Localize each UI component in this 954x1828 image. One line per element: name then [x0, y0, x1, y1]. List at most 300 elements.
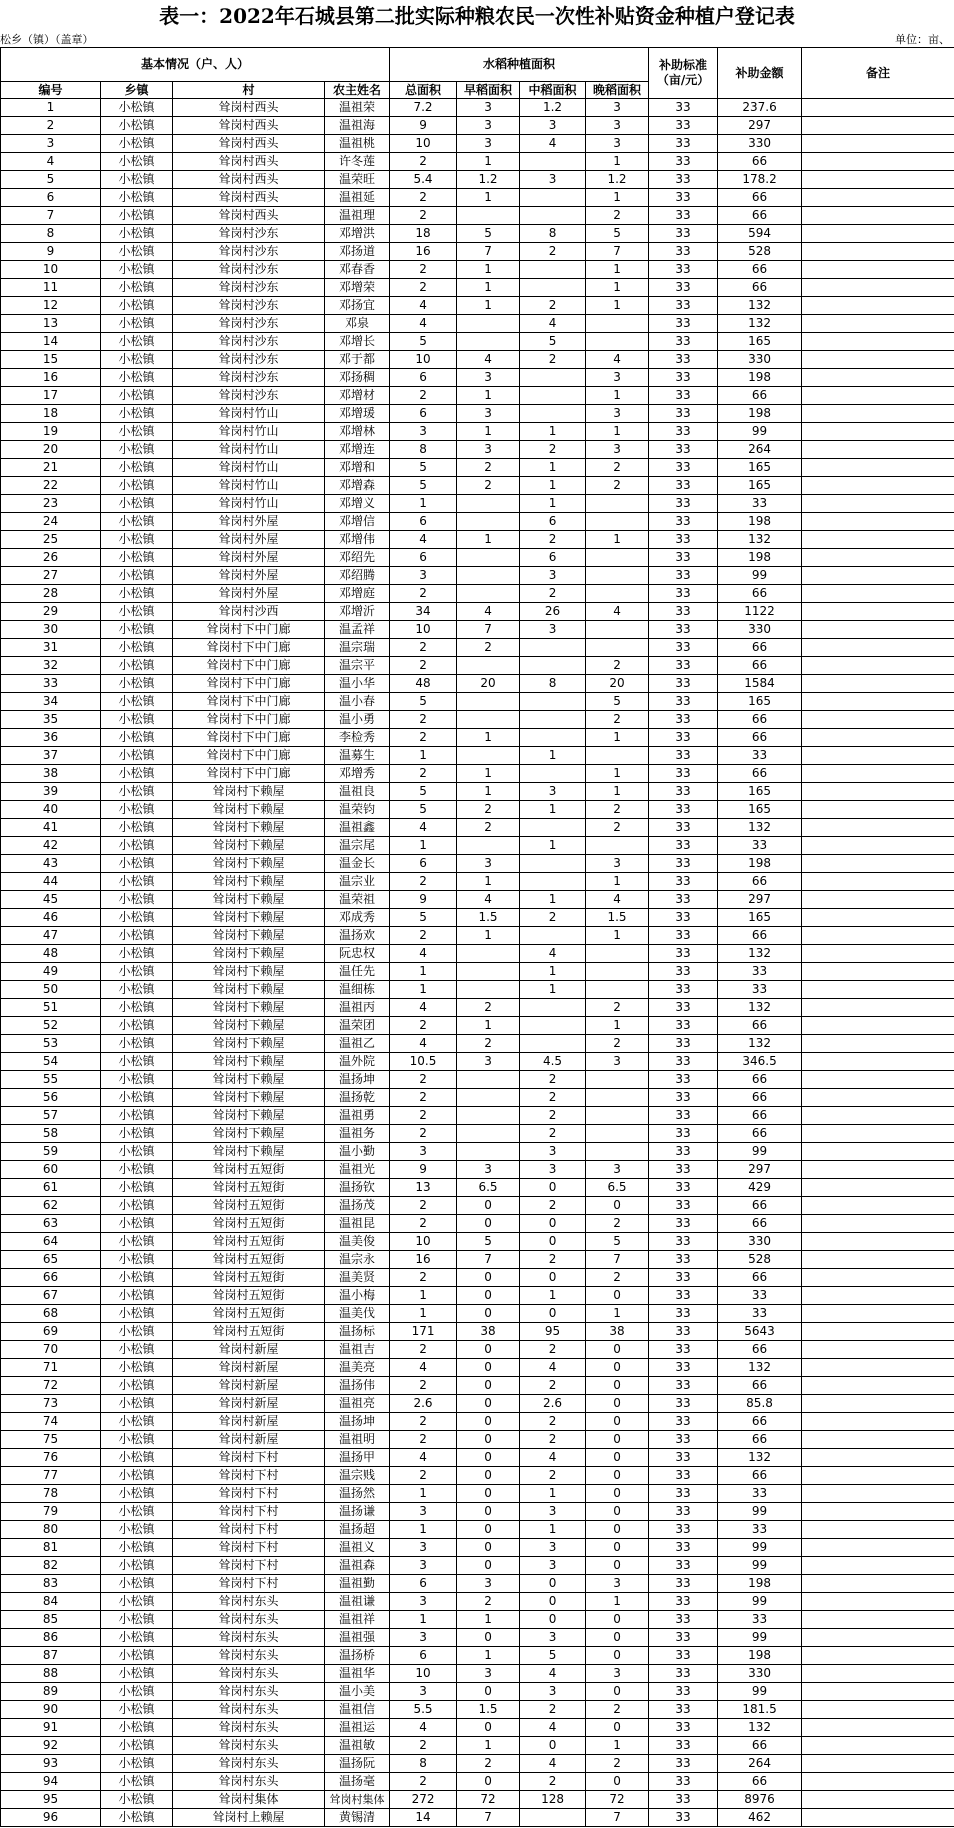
cell-number: 44 [1, 873, 101, 891]
cell-village: 耸岗村五短街 [173, 1287, 325, 1305]
cell-village: 耸岗村五短街 [173, 1233, 325, 1251]
cell-farmer: 温祖华 [325, 1665, 390, 1683]
cell-mid-rice [520, 927, 586, 945]
cell-remarks [802, 1089, 954, 1107]
cell-subsidy-standard: 33 [649, 1737, 718, 1755]
cell-town: 小松镇 [101, 783, 173, 801]
cell-remarks [802, 1557, 954, 1575]
cell-village: 耸岗村五短街 [173, 1323, 325, 1341]
cell-remarks [802, 1719, 954, 1737]
cell-early-rice: 3 [457, 99, 520, 117]
cell-town: 小松镇 [101, 1773, 173, 1791]
cell-town: 小松镇 [101, 531, 173, 549]
cell-late-rice: 3 [586, 1161, 649, 1179]
cell-subsidy-standard: 33 [649, 891, 718, 909]
cell-mid-rice [520, 711, 586, 729]
cell-town: 小松镇 [101, 459, 173, 477]
cell-late-rice: 72 [586, 1791, 649, 1809]
cell-village: 耸岗村下赖屋 [173, 819, 325, 837]
cell-subsidy-amount: 66 [718, 927, 802, 945]
cell-subsidy-amount: 66 [718, 585, 802, 603]
cell-village: 耸岗村沙东 [173, 261, 325, 279]
cell-subsidy-amount: 33 [718, 495, 802, 513]
cell-subsidy-standard: 33 [649, 747, 718, 765]
cell-early-rice [457, 1089, 520, 1107]
table-row [1, 693, 954, 711]
cell-number: 30 [1, 621, 101, 639]
cell-early-rice [457, 207, 520, 225]
cell-farmer: 温祖务 [325, 1125, 390, 1143]
cell-farmer: 温祖谦 [325, 1593, 390, 1611]
cell-late-rice [586, 1143, 649, 1161]
cell-subsidy-standard: 33 [649, 549, 718, 567]
cell-remarks [802, 1269, 954, 1287]
cell-town: 小松镇 [101, 1539, 173, 1557]
cell-town: 小松镇 [101, 549, 173, 567]
cell-farmer: 温祖义 [325, 1539, 390, 1557]
cell-early-rice: 0 [457, 1485, 520, 1503]
cell-remarks [802, 1413, 954, 1431]
cell-total-area: 16 [390, 1251, 457, 1269]
cell-subsidy-amount: 99 [718, 1593, 802, 1611]
cell-subsidy-standard: 33 [649, 1215, 718, 1233]
cell-mid-rice: 2 [520, 1125, 586, 1143]
cell-early-rice [457, 513, 520, 531]
cell-village: 耸岗村下赖屋 [173, 1125, 325, 1143]
cell-subsidy-amount: 528 [718, 1251, 802, 1269]
cell-mid-rice [520, 999, 586, 1017]
cell-subsidy-amount: 264 [718, 441, 802, 459]
cell-late-rice: 0 [586, 1413, 649, 1431]
table-row [1, 891, 954, 909]
cell-early-rice: 6.5 [457, 1179, 520, 1197]
cell-town: 小松镇 [101, 1089, 173, 1107]
cell-mid-rice: 3 [520, 1539, 586, 1557]
cell-town: 小松镇 [101, 1647, 173, 1665]
cell-remarks [802, 945, 954, 963]
cell-subsidy-standard: 33 [649, 423, 718, 441]
cell-late-rice [586, 837, 649, 855]
cell-farmer: 温祖桃 [325, 135, 390, 153]
cell-subsidy-standard: 33 [649, 1395, 718, 1413]
cell-town: 小松镇 [101, 693, 173, 711]
cell-late-rice: 1 [586, 189, 649, 207]
cell-remarks [802, 1143, 954, 1161]
cell-remarks [802, 711, 954, 729]
cell-mid-rice [520, 387, 586, 405]
cell-subsidy-standard: 33 [649, 1017, 718, 1035]
cell-village: 耸岗村西头 [173, 117, 325, 135]
cell-town: 小松镇 [101, 1791, 173, 1809]
cell-late-rice [586, 315, 649, 333]
cell-farmer: 温祖丙 [325, 999, 390, 1017]
cell-village: 耸岗村下村 [173, 1521, 325, 1539]
cell-farmer: 邓增沂 [325, 603, 390, 621]
cell-late-rice [586, 567, 649, 585]
table-row [1, 495, 954, 513]
cell-village: 耸岗村五短街 [173, 1179, 325, 1197]
cell-farmer: 邓绍腾 [325, 567, 390, 585]
cell-total-area: 4 [390, 1449, 457, 1467]
cell-subsidy-amount: 462 [718, 1809, 802, 1827]
table-row [1, 1125, 954, 1143]
cell-early-rice: 2 [457, 459, 520, 477]
cell-number: 66 [1, 1269, 101, 1287]
cell-subsidy-amount: 33 [718, 1485, 802, 1503]
cell-subsidy-amount: 66 [718, 153, 802, 171]
cell-village: 耸岗村竹山 [173, 459, 325, 477]
cell-subsidy-amount: 66 [718, 1341, 802, 1359]
cell-number: 56 [1, 1089, 101, 1107]
cell-subsidy-standard: 33 [649, 1161, 718, 1179]
cell-village: 耸岗村五短街 [173, 1215, 325, 1233]
cell-subsidy-standard: 33 [649, 1683, 718, 1701]
cell-farmer: 温祖理 [325, 207, 390, 225]
cell-number: 70 [1, 1341, 101, 1359]
cell-early-rice [457, 945, 520, 963]
table-row [1, 549, 954, 567]
cell-mid-rice: 2 [520, 1413, 586, 1431]
cell-village: 耸岗村沙东 [173, 297, 325, 315]
cell-village: 耸岗村东头 [173, 1737, 325, 1755]
cell-early-rice: 1.5 [457, 1701, 520, 1719]
cell-number: 87 [1, 1647, 101, 1665]
cell-mid-rice: 1 [520, 477, 586, 495]
cell-early-rice: 3 [457, 1665, 520, 1683]
cell-subsidy-amount: 99 [718, 1683, 802, 1701]
table-row [1, 1701, 954, 1719]
cell-early-rice [457, 657, 520, 675]
cell-subsidy-standard: 33 [649, 801, 718, 819]
cell-village: 耸岗村下村 [173, 1449, 325, 1467]
cell-remarks [802, 1215, 954, 1233]
cell-village: 耸岗村集体 [173, 1791, 325, 1809]
cell-subsidy-standard: 33 [649, 513, 718, 531]
cell-subsidy-standard: 33 [649, 315, 718, 333]
cell-number: 13 [1, 315, 101, 333]
cell-total-area: 4 [390, 1719, 457, 1737]
cell-late-rice: 5 [586, 225, 649, 243]
subsidy-table [0, 47, 954, 1827]
table-row [1, 225, 954, 243]
cell-mid-rice: 1 [520, 837, 586, 855]
cell-late-rice: 1 [586, 423, 649, 441]
cell-farmer: 温美亮 [325, 1359, 390, 1377]
cell-number: 61 [1, 1179, 101, 1197]
cell-number: 34 [1, 693, 101, 711]
cell-remarks [802, 1647, 954, 1665]
cell-subsidy-amount: 33 [718, 981, 802, 999]
cell-total-area: 2 [390, 765, 457, 783]
cell-subsidy-amount: 8976 [718, 1791, 802, 1809]
cell-early-rice: 7 [457, 621, 520, 639]
cell-village: 耸岗村下赖屋 [173, 963, 325, 981]
cell-remarks [802, 855, 954, 873]
cell-late-rice: 0 [586, 1557, 649, 1575]
cell-farmer: 温扬茂 [325, 1197, 390, 1215]
cell-total-area: 2 [390, 927, 457, 945]
cell-town: 小松镇 [101, 639, 173, 657]
cell-number: 81 [1, 1539, 101, 1557]
cell-farmer: 温宗贱 [325, 1467, 390, 1485]
cell-late-rice: 38 [586, 1323, 649, 1341]
cell-town: 小松镇 [101, 1323, 173, 1341]
cell-number: 93 [1, 1755, 101, 1773]
cell-mid-rice [520, 405, 586, 423]
cell-early-rice: 2 [457, 819, 520, 837]
cell-total-area: 2 [390, 1737, 457, 1755]
cell-number: 90 [1, 1701, 101, 1719]
cell-number: 6 [1, 189, 101, 207]
cell-town: 小松镇 [101, 1125, 173, 1143]
cell-village: 耸岗村西头 [173, 171, 325, 189]
cell-mid-rice [520, 729, 586, 747]
table-row [1, 837, 954, 855]
cell-late-rice: 0 [586, 1287, 649, 1305]
cell-town: 小松镇 [101, 387, 173, 405]
cell-village: 耸岗村下赖屋 [173, 1107, 325, 1125]
cell-subsidy-amount: 66 [718, 1773, 802, 1791]
table-row [1, 315, 954, 333]
cell-early-rice [457, 585, 520, 603]
cell-mid-rice: 1 [520, 801, 586, 819]
table-row [1, 1269, 954, 1287]
cell-remarks [802, 1593, 954, 1611]
cell-farmer: 温祖昆 [325, 1215, 390, 1233]
cell-late-rice: 7 [586, 1809, 649, 1827]
cell-village: 耸岗村下赖屋 [173, 999, 325, 1017]
col-header-mid-rice: 中稻面积 [520, 82, 586, 99]
cell-remarks [802, 1503, 954, 1521]
cell-total-area: 4 [390, 1359, 457, 1377]
cell-subsidy-standard: 33 [649, 1791, 718, 1809]
cell-remarks [802, 1467, 954, 1485]
cell-mid-rice: 26 [520, 603, 586, 621]
cell-farmer: 温祖森 [325, 1557, 390, 1575]
cell-subsidy-standard: 33 [649, 1377, 718, 1395]
cell-number: 89 [1, 1683, 101, 1701]
cell-remarks [802, 819, 954, 837]
table-row [1, 171, 954, 189]
cell-total-area: 2 [390, 1413, 457, 1431]
cell-village: 耸岗村下中门廊 [173, 675, 325, 693]
cell-early-rice [457, 837, 520, 855]
cell-remarks [802, 1305, 954, 1323]
table-row [1, 711, 954, 729]
cell-town: 小松镇 [101, 369, 173, 387]
township-seal-caption: 松乡（镇）（盖章） [0, 33, 94, 46]
cell-mid-rice: 3 [520, 621, 586, 639]
cell-mid-rice [520, 279, 586, 297]
table-row [1, 783, 954, 801]
cell-subsidy-amount: 33 [718, 1521, 802, 1539]
cell-remarks [802, 693, 954, 711]
cell-late-rice: 0 [586, 1485, 649, 1503]
cell-early-rice: 1 [457, 1647, 520, 1665]
cell-village: 耸岗村下赖屋 [173, 801, 325, 819]
cell-late-rice: 3 [586, 1575, 649, 1593]
cell-farmer: 温扬阮 [325, 1755, 390, 1773]
cell-subsidy-standard: 33 [649, 1575, 718, 1593]
cell-total-area: 14 [390, 1809, 457, 1827]
cell-subsidy-standard: 33 [649, 1467, 718, 1485]
cell-total-area: 9 [390, 891, 457, 909]
cell-remarks [802, 1341, 954, 1359]
cell-subsidy-standard: 33 [649, 1053, 718, 1071]
cell-total-area: 5 [390, 693, 457, 711]
cell-late-rice: 1 [586, 765, 649, 783]
cell-mid-rice: 0 [520, 1611, 586, 1629]
cell-farmer: 温祖吉 [325, 1341, 390, 1359]
cell-early-rice: 3 [457, 1161, 520, 1179]
cell-village: 耸岗村东头 [173, 1665, 325, 1683]
table-row [1, 621, 954, 639]
cell-late-rice: 1 [586, 729, 649, 747]
cell-town: 小松镇 [101, 729, 173, 747]
cell-subsidy-standard: 33 [649, 1755, 718, 1773]
cell-mid-rice: 2 [520, 1251, 586, 1269]
cell-mid-rice [520, 657, 586, 675]
cell-late-rice: 0 [586, 1719, 649, 1737]
cell-town: 小松镇 [101, 1575, 173, 1593]
cell-town: 小松镇 [101, 1269, 173, 1287]
cell-subsidy-amount: 99 [718, 1503, 802, 1521]
cell-subsidy-standard: 33 [649, 1449, 718, 1467]
cell-subsidy-standard: 33 [649, 819, 718, 837]
cell-number: 41 [1, 819, 101, 837]
cell-early-rice: 0 [457, 1719, 520, 1737]
cell-remarks [802, 549, 954, 567]
cell-village: 耸岗村西头 [173, 189, 325, 207]
cell-number: 57 [1, 1107, 101, 1125]
cell-number: 11 [1, 279, 101, 297]
cell-subsidy-standard: 33 [649, 1107, 718, 1125]
cell-town: 小松镇 [101, 1809, 173, 1827]
col-header-total-area: 总面积 [390, 82, 457, 99]
cell-subsidy-amount: 1584 [718, 675, 802, 693]
cell-number: 95 [1, 1791, 101, 1809]
cell-subsidy-standard: 33 [649, 1701, 718, 1719]
cell-farmer: 温美贤 [325, 1269, 390, 1287]
cell-town: 小松镇 [101, 1251, 173, 1269]
cell-subsidy-amount: 346.5 [718, 1053, 802, 1071]
table-row [1, 1359, 954, 1377]
cell-number: 47 [1, 927, 101, 945]
cell-mid-rice: 4 [520, 1449, 586, 1467]
cell-remarks [802, 1287, 954, 1305]
cell-subsidy-standard: 33 [649, 1179, 718, 1197]
cell-subsidy-standard: 33 [649, 1305, 718, 1323]
table-row [1, 1071, 954, 1089]
cell-number: 62 [1, 1197, 101, 1215]
cell-subsidy-amount: 66 [718, 873, 802, 891]
cell-remarks [802, 369, 954, 387]
cell-total-area: 3 [390, 1143, 457, 1161]
cell-subsidy-amount: 99 [718, 1629, 802, 1647]
cell-village: 耸岗村东头 [173, 1647, 325, 1665]
cell-subsidy-amount: 165 [718, 783, 802, 801]
cell-village: 耸岗村下赖屋 [173, 927, 325, 945]
cell-number: 32 [1, 657, 101, 675]
cell-mid-rice: 2 [520, 1197, 586, 1215]
cell-total-area: 2 [390, 1467, 457, 1485]
cell-village: 耸岗村五短街 [173, 1197, 325, 1215]
cell-number: 10 [1, 261, 101, 279]
cell-total-area: 34 [390, 603, 457, 621]
cell-farmer: 邓增连 [325, 441, 390, 459]
cell-mid-rice [520, 855, 586, 873]
cell-late-rice: 2 [586, 1269, 649, 1287]
cell-total-area: 2 [390, 387, 457, 405]
cell-late-rice: 4 [586, 891, 649, 909]
page-title: 表一：2022年石城县第二批实际种粮农民一次性补贴资金种植户登记表 [159, 4, 795, 28]
table-row [1, 729, 954, 747]
cell-remarks [802, 279, 954, 297]
cell-total-area: 5.5 [390, 1701, 457, 1719]
cell-late-rice [586, 1071, 649, 1089]
cell-total-area: 8 [390, 441, 457, 459]
cell-early-rice: 3 [457, 135, 520, 153]
cell-total-area: 2 [390, 1107, 457, 1125]
cell-town: 小松镇 [101, 621, 173, 639]
cell-town: 小松镇 [101, 837, 173, 855]
cell-subsidy-standard: 33 [649, 207, 718, 225]
cell-farmer: 温祖强 [325, 1629, 390, 1647]
cell-late-rice: 0 [586, 1449, 649, 1467]
cell-subsidy-amount: 132 [718, 1449, 802, 1467]
cell-subsidy-standard: 33 [649, 765, 718, 783]
cell-subsidy-amount: 297 [718, 117, 802, 135]
cell-subsidy-amount: 594 [718, 225, 802, 243]
cell-remarks [802, 927, 954, 945]
cell-total-area: 2 [390, 189, 457, 207]
cell-farmer: 黄锡清 [325, 1809, 390, 1827]
cell-town: 小松镇 [101, 1449, 173, 1467]
cell-village: 耸岗村下中门廊 [173, 657, 325, 675]
cell-number: 55 [1, 1071, 101, 1089]
cell-village: 耸岗村外屋 [173, 567, 325, 585]
cell-total-area: 10 [390, 135, 457, 153]
cell-remarks [802, 801, 954, 819]
cell-late-rice: 0 [586, 1539, 649, 1557]
cell-remarks [802, 333, 954, 351]
cell-late-rice: 20 [586, 675, 649, 693]
table-row [1, 1467, 954, 1485]
table-row [1, 189, 954, 207]
cell-remarks [802, 1485, 954, 1503]
cell-subsidy-amount: 165 [718, 459, 802, 477]
cell-village: 耸岗村东头 [173, 1773, 325, 1791]
cell-mid-rice: 8 [520, 675, 586, 693]
cell-total-area: 171 [390, 1323, 457, 1341]
cell-early-rice [457, 315, 520, 333]
cell-total-area: 1 [390, 963, 457, 981]
cell-subsidy-amount: 66 [718, 279, 802, 297]
cell-total-area: 1 [390, 495, 457, 513]
table-row [1, 1179, 954, 1197]
cell-subsidy-standard: 33 [649, 1071, 718, 1089]
cell-subsidy-standard: 33 [649, 1143, 718, 1161]
table-row [1, 1377, 954, 1395]
cell-town: 小松镇 [101, 963, 173, 981]
cell-subsidy-standard: 33 [649, 1125, 718, 1143]
cell-early-rice: 4 [457, 603, 520, 621]
cell-number: 69 [1, 1323, 101, 1341]
cell-subsidy-standard: 33 [649, 603, 718, 621]
cell-remarks [802, 297, 954, 315]
cell-late-rice: 6.5 [586, 1179, 649, 1197]
cell-number: 58 [1, 1125, 101, 1143]
